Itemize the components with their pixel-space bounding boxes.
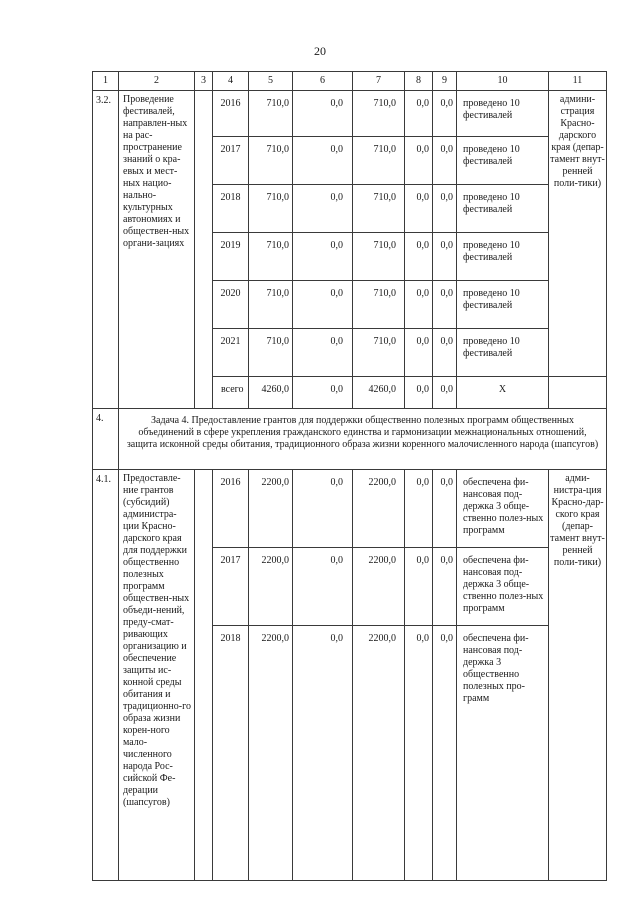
result-cell: Х — [457, 377, 549, 409]
program-table — [92, 71, 607, 881]
year-cell: 2018 — [213, 185, 249, 233]
local-cell: 0,0 — [405, 137, 433, 185]
other-cell: 0,0 — [433, 233, 457, 281]
regional-cell: 710,0 — [353, 233, 405, 281]
total-cell: 710,0 — [249, 233, 293, 281]
regional-cell: 710,0 — [353, 281, 405, 329]
result-cell: проведено 10 фестивалей — [457, 91, 549, 137]
federal-cell: 0,0 — [293, 233, 353, 281]
result-cell: проведено 10 фестивалей — [457, 137, 549, 185]
regional-cell: 710,0 — [353, 91, 405, 137]
year-cell: 2017 — [213, 548, 249, 626]
total-cell: 710,0 — [249, 137, 293, 185]
other-cell: 0,0 — [433, 91, 457, 137]
total-cell: 710,0 — [249, 329, 293, 377]
header-cell-4: 4 — [213, 72, 249, 91]
total-cell: 4260,0 — [249, 377, 293, 409]
other-cell: 0,0 — [433, 281, 457, 329]
result-cell: проведено 10 фестивалей — [457, 281, 549, 329]
local-cell: 0,0 — [405, 329, 433, 377]
year-cell: 2020 — [213, 281, 249, 329]
local-cell: 0,0 — [405, 626, 433, 881]
federal-cell: 0,0 — [293, 281, 353, 329]
local-cell: 0,0 — [405, 470, 433, 548]
executor-cell: админи-страция Красно-дарского края (депар-тамент внут-ренней поли-тики) — [549, 91, 607, 377]
year-cell: 2017 — [213, 137, 249, 185]
header-cell-3: 3 — [195, 72, 213, 91]
task-number: 4. — [93, 409, 119, 470]
blank-cell — [195, 470, 213, 881]
header-cell-10: 10 — [457, 72, 549, 91]
executor-cell: адми-нистра-ция Красно-дар-ского края (депар-тамент внут-ренней поли-тики) — [549, 470, 607, 881]
year-cell: 2016 — [213, 91, 249, 137]
result-cell: проведено 10 фестивалей — [457, 233, 549, 281]
result-cell: обеспечена фи-нансовая под-держка 3 обще-ственно полез-ных программ — [457, 548, 549, 626]
local-cell: 0,0 — [405, 377, 433, 409]
header-cell-6: 6 — [293, 72, 353, 91]
local-cell: 0,0 — [405, 233, 433, 281]
table-row — [93, 91, 607, 137]
other-cell: 0,0 — [433, 137, 457, 185]
federal-cell: 0,0 — [293, 137, 353, 185]
page-number: 20 — [314, 44, 326, 58]
header-cell-5: 5 — [249, 72, 293, 91]
federal-cell: 0,0 — [293, 329, 353, 377]
federal-cell: 0,0 — [293, 548, 353, 626]
item-number: 3.2. — [93, 91, 119, 409]
header-cell-8: 8 — [405, 72, 433, 91]
other-cell: 0,0 — [433, 185, 457, 233]
header-cell-7: 7 — [353, 72, 405, 91]
year-cell: 2018 — [213, 626, 249, 881]
year-cell: 2021 — [213, 329, 249, 377]
other-cell: 0,0 — [433, 626, 457, 881]
result-cell: проведено 10 фестивалей — [457, 185, 549, 233]
local-cell: 0,0 — [405, 548, 433, 626]
item-description: Предоставле-ние грантов (субсидий) администра-ции Красно-дарского края для поддержки общественно полезных программ обществен-ных объеди-нений, преду-смат-ривающих организацию и обеспечение защиты ис-конной среды обитания и традиционно-го образа жизни корен-ного мало-численного народа Рос-сийской Фе-дерации (шапсугов) — [119, 470, 195, 881]
header-cell-11: 11 — [549, 72, 607, 91]
other-cell: 0,0 — [433, 329, 457, 377]
total-cell: 2200,0 — [249, 470, 293, 548]
year-cell: 2019 — [213, 233, 249, 281]
header-row — [93, 72, 607, 91]
federal-cell: 0,0 — [293, 185, 353, 233]
total-cell: 2200,0 — [249, 548, 293, 626]
federal-cell: 0,0 — [293, 377, 353, 409]
regional-cell: 710,0 — [353, 137, 405, 185]
item-number: 4.1. — [93, 470, 119, 881]
total-cell: 710,0 — [249, 281, 293, 329]
local-cell: 0,0 — [405, 281, 433, 329]
federal-cell: 0,0 — [293, 626, 353, 881]
task-row — [93, 409, 607, 470]
blank-cell — [195, 91, 213, 409]
regional-cell: 4260,0 — [353, 377, 405, 409]
regional-cell: 2200,0 — [353, 548, 405, 626]
regional-cell: 710,0 — [353, 185, 405, 233]
regional-cell: 710,0 — [353, 329, 405, 377]
other-cell: 0,0 — [433, 470, 457, 548]
header-cell-1: 1 — [93, 72, 119, 91]
local-cell: 0,0 — [405, 185, 433, 233]
regional-cell: 2200,0 — [353, 626, 405, 881]
executor-empty-cell — [549, 377, 607, 409]
result-cell: проведено 10 фестивалей — [457, 329, 549, 377]
task-title: Задача 4. Предоставление грантов для поддержки общественно полезных программ общественных объединений в сфере укрепления гражданского единства и гармонизации межнациональных отношений, защита исконной среды обитания, традиционного образа жизни коренного малочисленного народа (шапсугов) — [119, 409, 607, 470]
local-cell: 0,0 — [405, 91, 433, 137]
total-cell: 710,0 — [249, 91, 293, 137]
total-cell: 2200,0 — [249, 626, 293, 881]
result-cell: обеспечена фи-нансовая под-держка 3 общественно полезных про-грамм — [457, 626, 549, 881]
year-cell: 2016 — [213, 470, 249, 548]
total-label: всего — [213, 377, 249, 409]
other-cell: 0,0 — [433, 377, 457, 409]
federal-cell: 0,0 — [293, 91, 353, 137]
result-cell: обеспечена фи-нансовая под-держка 3 обще-ственно полез-ных программ — [457, 470, 549, 548]
item-description: Проведение фестивалей, направлен-ных на рас-пространение знаний о кра-евых и мест-ных нацио-нально-культурных автономиях и обществен-ных органи-зациях — [119, 91, 195, 409]
federal-cell: 0,0 — [293, 470, 353, 548]
regional-cell: 2200,0 — [353, 470, 405, 548]
other-cell: 0,0 — [433, 548, 457, 626]
table-row — [93, 470, 607, 548]
header-cell-9: 9 — [433, 72, 457, 91]
header-cell-2: 2 — [119, 72, 195, 91]
total-cell: 710,0 — [249, 185, 293, 233]
